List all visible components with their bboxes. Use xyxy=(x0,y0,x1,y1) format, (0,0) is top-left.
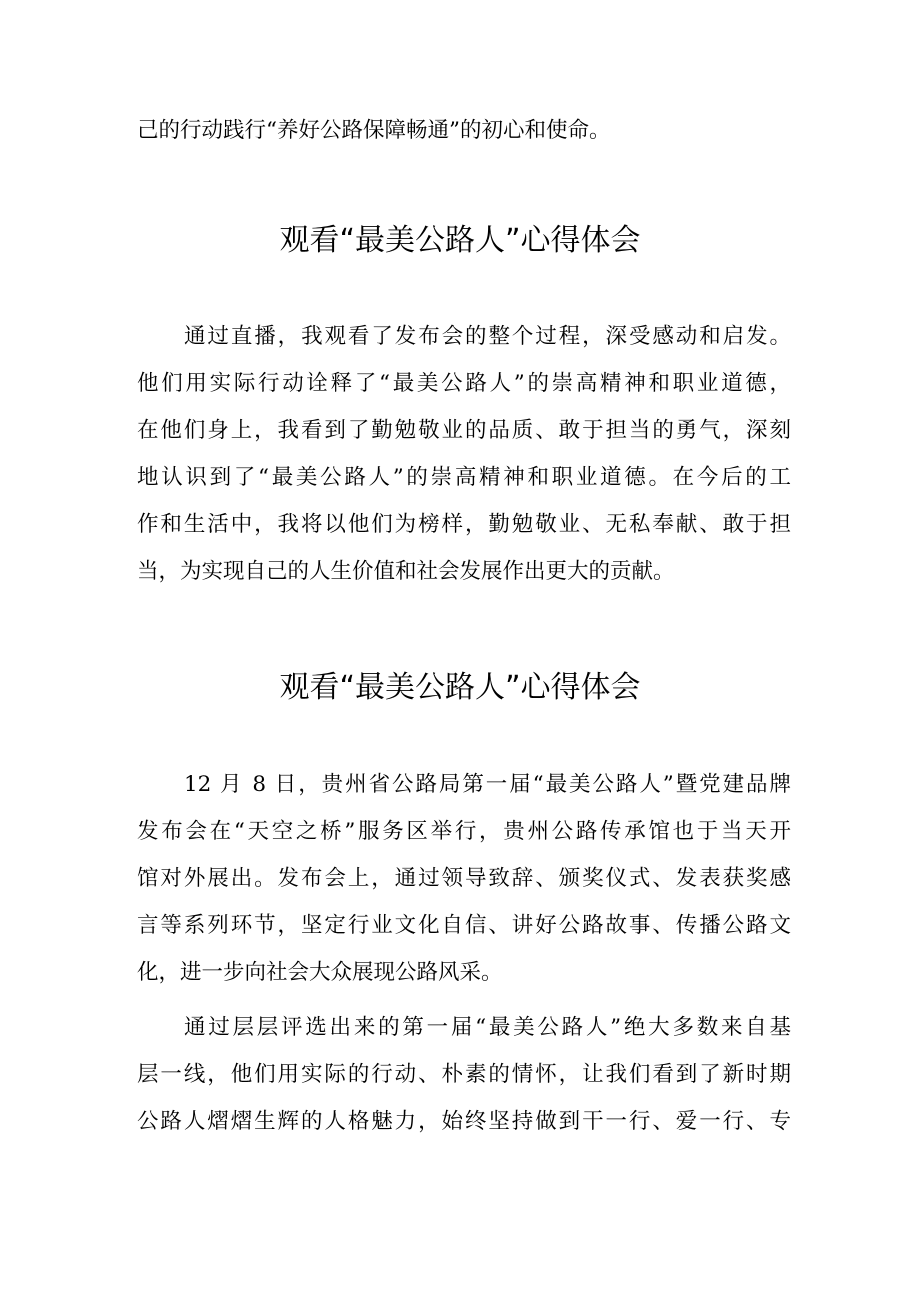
paragraph-line: 地认识到了“最美公路人”的崇高精神和职业道德。在今后的工 xyxy=(137,465,791,490)
paragraph-line: 作和生活中，我将以他们为榜样，勤勉敬业、无私奉献、敢于担 xyxy=(137,512,791,537)
paragraph-line: 当，为实现自己的人生价值和社会发展作出更大的贡献。 xyxy=(137,559,675,584)
paragraph-line: 发布会在“天空之桥”服务区举行，贵州公路传承馆也于当天开 xyxy=(137,819,791,844)
paragraph-line: 己的行动践行“养好公路保障畅通”的初心和使命。 xyxy=(137,118,611,143)
section-title: 观看“最美公路人”心得体会 xyxy=(279,670,641,705)
paragraph-line: 层一线，他们用实际的行动、朴素的情怀，让我们看到了新时期 xyxy=(137,1062,791,1087)
paragraph-line: 馆对外展出。发布会上，通过领导致辞、颁奖仪式、发表获奖感 xyxy=(137,866,791,891)
paragraph-line: 他们用实际行动诠释了“最美公路人”的崇高精神和职业道德， xyxy=(137,371,791,396)
paragraph-line: 在他们身上，我看到了勤勉敬业的品质、敢于担当的勇气，深刻 xyxy=(137,418,791,443)
paragraph-line: 言等系列环节，坚定行业文化自信、讲好公路故事、传播公路文 xyxy=(137,913,791,938)
paragraph-line: 公路人熠熠生辉的人格魅力，始终坚持做到干一行、爱一行、专 xyxy=(137,1109,791,1134)
section-title: 观看“最美公路人”心得体会 xyxy=(279,223,641,258)
paragraph-line: 通过层层评选出来的第一届“最美公路人”绝大多数来自基 xyxy=(184,1015,791,1040)
paragraph-line: 12 月 8 日，贵州省公路局第一届“最美公路人”暨党建品牌 xyxy=(184,772,791,797)
paragraph-line: 通过直播，我观看了发布会的整个过程，深受感动和启发。 xyxy=(184,324,791,349)
paragraph-line: 化，进一步向社会大众展现公路风采。 xyxy=(137,960,503,985)
